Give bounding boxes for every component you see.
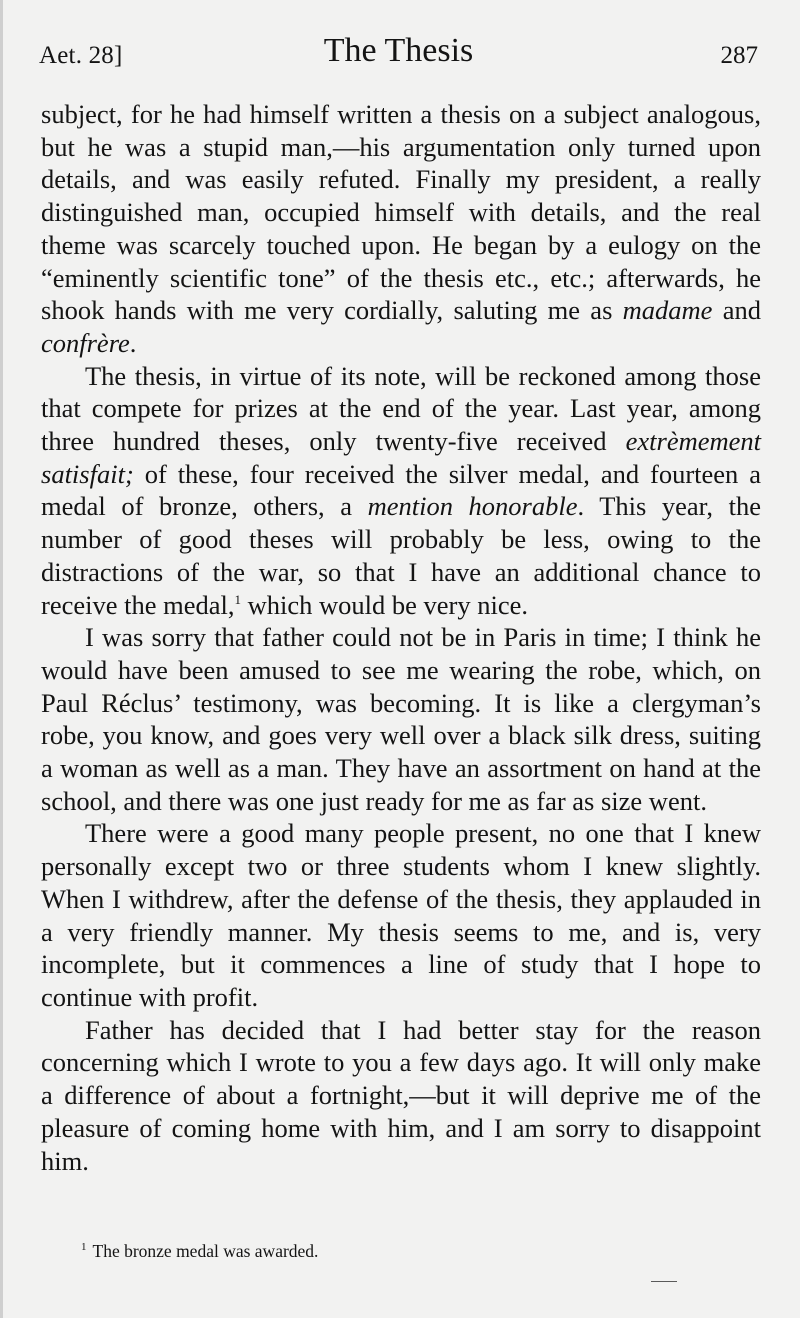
text-run: of these, four received the silver medal, and fourteen a medal of bronze, others, a	[41, 458, 761, 522]
text-run: . This year, the number of good theses will probably be less, owing to the distractions of the war, so that I have an additional chance to receive the medal,	[41, 491, 762, 620]
page-mark-rule	[651, 1281, 677, 1282]
paragraph	[41, 817, 761, 1013]
italic-text: mention honorable	[367, 491, 578, 522]
text-run: .	[129, 327, 137, 358]
text-run: I was sorry that father could not be in Paris in time; I think he would have been amused to see me wearing the robe, which, on Paul Réclus’ testimony, was becoming. It is like a clergyman’s robe, you know, and goes very well over a black silk dress, suiting a woman as well as a man. They have an assortment on hand at the school, and there was one just ready for me as far as size went.	[41, 622, 761, 816]
text-run: The thesis, in virtue of its note, will be reckoned among those that compete for prizes at the end of the year. Last year, among three hundred theses, only twenty-five received	[41, 360, 761, 457]
footnote-text: The bronze medal was awarded.	[92, 1241, 319, 1261]
body-text	[41, 98, 761, 1177]
page-number: 287	[720, 42, 758, 69]
text-run: There were a good many people present, no one that I knew personally except two or three students whom I knew slightly. When I withdrew, after the defense of the thesis, they applauded in a very friendly manner. My thesis seems to me, and is, very incomplete, but it commences a line of study that I hope to continue with profit.	[41, 818, 761, 1012]
chapter-title: The Thesis	[323, 32, 474, 69]
footnote-mark: 1	[81, 1241, 87, 1254]
paragraph	[41, 360, 761, 622]
text-run: subject, for he had himself written a thesis on a subject analogous, but he was a stupid man,—his argumentation only turned upon details, and was easily refuted. Finally my president, a really distinguished man, occupied himself with details, and the real theme was scarcely touched upon. He began by a eulogy on the “eminently scientific tone” of the thesis etc., etc.; afterwards, he shook hands with me very cordially, saluting me as	[41, 99, 761, 326]
running-header	[39, 30, 758, 80]
running-head-left: Aet. 28]	[39, 42, 123, 69]
text-run: Father has decided that I had better stay for the reason concerning which I wrote to you a few days ago. It will only make a difference of about a fortnight,—but it will deprive me of the pleasure of coming home with him, and I am sorry to disappoint him.	[41, 1014, 761, 1176]
footnote	[81, 1241, 721, 1262]
footnote-reference: 1	[234, 591, 241, 607]
text-run: which would be very nice.	[240, 589, 528, 620]
paragraph	[41, 98, 761, 360]
paragraph	[41, 621, 761, 817]
italic-text: confrère	[41, 327, 130, 358]
italic-text: extrèmement satisfait;	[41, 426, 761, 489]
text-run: and	[712, 295, 761, 326]
paragraph	[41, 1014, 761, 1178]
italic-text: madame	[622, 295, 713, 326]
